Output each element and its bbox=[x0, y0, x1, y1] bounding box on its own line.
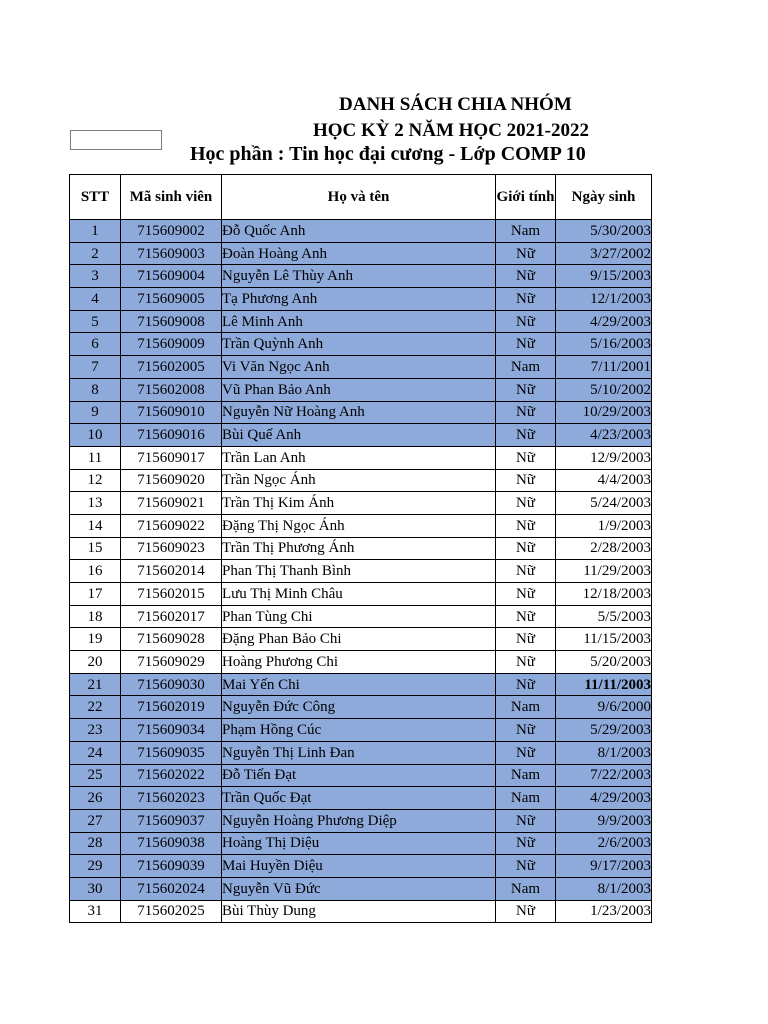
row-stt: 13 bbox=[70, 492, 121, 515]
row-birth-date: 5/10/2002 bbox=[556, 378, 652, 401]
row-student-id: 715602014 bbox=[121, 560, 222, 583]
table-row[interactable] bbox=[70, 719, 652, 742]
row-full-name: Nguyễn Vũ Đức bbox=[222, 877, 496, 900]
table-row[interactable] bbox=[70, 741, 652, 764]
row-stt: 1 bbox=[70, 220, 121, 243]
table-row[interactable] bbox=[70, 673, 652, 696]
table-row[interactable] bbox=[70, 242, 652, 265]
row-full-name: Đỗ Tiến Đạt bbox=[222, 764, 496, 787]
row-stt: 19 bbox=[70, 628, 121, 651]
row-birth-date: 2/28/2003 bbox=[556, 537, 652, 560]
table-row[interactable] bbox=[70, 583, 652, 606]
row-student-id: 715609035 bbox=[121, 741, 222, 764]
row-stt: 30 bbox=[70, 877, 121, 900]
row-stt: 4 bbox=[70, 288, 121, 311]
row-birth-date: 4/29/2003 bbox=[556, 787, 652, 810]
row-gender: Nam bbox=[496, 764, 556, 787]
row-student-id: 715609004 bbox=[121, 265, 222, 288]
row-gender: Nữ bbox=[496, 537, 556, 560]
row-gender: Nữ bbox=[496, 651, 556, 674]
row-gender: Nữ bbox=[496, 401, 556, 424]
row-full-name: Hoàng Phương Chi bbox=[222, 651, 496, 674]
row-student-id: 715609017 bbox=[121, 446, 222, 469]
student-roster-table bbox=[69, 174, 652, 923]
row-stt: 23 bbox=[70, 719, 121, 742]
row-stt: 20 bbox=[70, 651, 121, 674]
row-student-id: 715602015 bbox=[121, 583, 222, 606]
table-row[interactable] bbox=[70, 560, 652, 583]
row-full-name: Trần Ngọc Ánh bbox=[222, 469, 496, 492]
row-full-name: Mai Yến Chi bbox=[222, 673, 496, 696]
table-row[interactable] bbox=[70, 787, 652, 810]
row-gender: Nữ bbox=[496, 242, 556, 265]
table-row[interactable] bbox=[70, 288, 652, 311]
row-gender: Nam bbox=[496, 877, 556, 900]
row-birth-date: 4/23/2003 bbox=[556, 424, 652, 447]
row-stt: 22 bbox=[70, 696, 121, 719]
header-gender: Giới tính bbox=[496, 175, 556, 220]
row-gender: Nữ bbox=[496, 832, 556, 855]
row-birth-date: 5/24/2003 bbox=[556, 492, 652, 515]
row-birth-date: 5/29/2003 bbox=[556, 719, 652, 742]
row-birth-date: 9/9/2003 bbox=[556, 809, 652, 832]
row-birth-date: 10/29/2003 bbox=[556, 401, 652, 424]
row-stt: 28 bbox=[70, 832, 121, 855]
row-student-id: 715602022 bbox=[121, 764, 222, 787]
row-student-id: 715609037 bbox=[121, 809, 222, 832]
row-stt: 14 bbox=[70, 514, 121, 537]
row-student-id: 715609034 bbox=[121, 719, 222, 742]
header-full-name: Họ và tên bbox=[222, 175, 496, 220]
row-student-id: 715609028 bbox=[121, 628, 222, 651]
row-gender: Nữ bbox=[496, 310, 556, 333]
row-student-id: 715609038 bbox=[121, 832, 222, 855]
row-student-id: 715609005 bbox=[121, 288, 222, 311]
row-full-name: Trần Quốc Đạt bbox=[222, 787, 496, 810]
table-row[interactable] bbox=[70, 356, 652, 379]
row-stt: 26 bbox=[70, 787, 121, 810]
row-birth-date: 1/23/2003 bbox=[556, 900, 652, 923]
row-birth-date: 7/11/2001 bbox=[556, 356, 652, 379]
row-gender: Nữ bbox=[496, 265, 556, 288]
row-stt: 9 bbox=[70, 401, 121, 424]
row-gender: Nam bbox=[496, 220, 556, 243]
row-stt: 12 bbox=[70, 469, 121, 492]
row-full-name: Đặng Phan Bảo Chi bbox=[222, 628, 496, 651]
row-full-name: Lưu Thị Minh Châu bbox=[222, 583, 496, 606]
row-gender: Nữ bbox=[496, 583, 556, 606]
row-stt: 24 bbox=[70, 741, 121, 764]
header-birth-date: Ngày sinh bbox=[556, 175, 652, 220]
row-student-id: 715609022 bbox=[121, 514, 222, 537]
row-student-id: 715602024 bbox=[121, 877, 222, 900]
row-full-name: Trần Thị Phương Ánh bbox=[222, 537, 496, 560]
row-student-id: 715609020 bbox=[121, 469, 222, 492]
row-birth-date: 7/22/2003 bbox=[556, 764, 652, 787]
row-student-id: 715609029 bbox=[121, 651, 222, 674]
table-row[interactable] bbox=[70, 832, 652, 855]
row-student-id: 715609002 bbox=[121, 220, 222, 243]
semester-title: HỌC KỲ 2 NĂM HỌC 2021-2022 bbox=[313, 120, 590, 141]
row-birth-date: 12/9/2003 bbox=[556, 446, 652, 469]
row-birth-date: 12/18/2003 bbox=[556, 583, 652, 606]
row-stt: 3 bbox=[70, 265, 121, 288]
row-student-id: 715602005 bbox=[121, 356, 222, 379]
row-student-id: 715602017 bbox=[121, 605, 222, 628]
row-student-id: 715609021 bbox=[121, 492, 222, 515]
row-full-name: Đặng Thị Ngọc Ánh bbox=[222, 514, 496, 537]
header-stt: STT bbox=[70, 175, 121, 220]
table-row[interactable] bbox=[70, 605, 652, 628]
row-birth-date: 9/17/2003 bbox=[556, 855, 652, 878]
table-row[interactable] bbox=[70, 446, 652, 469]
row-stt: 15 bbox=[70, 537, 121, 560]
table-row[interactable] bbox=[70, 310, 652, 333]
row-stt: 10 bbox=[70, 424, 121, 447]
row-full-name: Bùi Thùy Dung bbox=[222, 900, 496, 923]
row-birth-date: 5/16/2003 bbox=[556, 333, 652, 356]
table-row[interactable] bbox=[70, 900, 652, 923]
row-birth-date: 4/4/2003 bbox=[556, 469, 652, 492]
row-birth-date: 11/11/2003 bbox=[556, 673, 652, 696]
row-birth-date: 4/29/2003 bbox=[556, 310, 652, 333]
table-row[interactable] bbox=[70, 809, 652, 832]
row-gender: Nữ bbox=[496, 673, 556, 696]
table-row[interactable] bbox=[70, 514, 652, 537]
name-box[interactable] bbox=[70, 130, 162, 150]
row-stt: 2 bbox=[70, 242, 121, 265]
row-gender: Nữ bbox=[496, 855, 556, 878]
row-student-id: 715609023 bbox=[121, 537, 222, 560]
table-row[interactable] bbox=[70, 469, 652, 492]
row-student-id: 715602008 bbox=[121, 378, 222, 401]
row-full-name: Mai Huyền Diệu bbox=[222, 855, 496, 878]
row-full-name: Nguyễn Nữ Hoàng Anh bbox=[222, 401, 496, 424]
row-stt: 18 bbox=[70, 605, 121, 628]
row-stt: 21 bbox=[70, 673, 121, 696]
row-birth-date: 1/9/2003 bbox=[556, 514, 652, 537]
row-full-name: Vi Văn Ngọc Anh bbox=[222, 356, 496, 379]
row-birth-date: 9/15/2003 bbox=[556, 265, 652, 288]
header-student-id: Mã sinh viên bbox=[121, 175, 222, 220]
row-full-name: Phan Thị Thanh Bình bbox=[222, 560, 496, 583]
row-stt: 27 bbox=[70, 809, 121, 832]
row-student-id: 715609008 bbox=[121, 310, 222, 333]
row-stt: 11 bbox=[70, 446, 121, 469]
table-row[interactable] bbox=[70, 537, 652, 560]
row-stt: 25 bbox=[70, 764, 121, 787]
table-row[interactable] bbox=[70, 696, 652, 719]
table-body bbox=[70, 220, 652, 923]
row-student-id: 715609030 bbox=[121, 673, 222, 696]
row-birth-date: 3/27/2002 bbox=[556, 242, 652, 265]
row-birth-date: 5/30/2003 bbox=[556, 220, 652, 243]
table-row[interactable] bbox=[70, 628, 652, 651]
row-full-name: Bùi Quế Anh bbox=[222, 424, 496, 447]
row-birth-date: 5/20/2003 bbox=[556, 651, 652, 674]
row-student-id: 715609016 bbox=[121, 424, 222, 447]
row-gender: Nữ bbox=[496, 628, 556, 651]
row-gender: Nữ bbox=[496, 809, 556, 832]
row-student-id: 715609009 bbox=[121, 333, 222, 356]
row-full-name: Lê Minh Anh bbox=[222, 310, 496, 333]
row-birth-date: 9/6/2000 bbox=[556, 696, 652, 719]
row-gender: Nữ bbox=[496, 900, 556, 923]
row-stt: 17 bbox=[70, 583, 121, 606]
row-gender: Nữ bbox=[496, 333, 556, 356]
row-gender: Nam bbox=[496, 696, 556, 719]
table-row[interactable] bbox=[70, 333, 652, 356]
row-full-name: Trần Quỳnh Anh bbox=[222, 333, 496, 356]
row-stt: 8 bbox=[70, 378, 121, 401]
row-full-name: Nguyễn Thị Linh Đan bbox=[222, 741, 496, 764]
row-birth-date: 11/29/2003 bbox=[556, 560, 652, 583]
row-gender: Nữ bbox=[496, 605, 556, 628]
table-row[interactable] bbox=[70, 265, 652, 288]
row-student-id: 715609039 bbox=[121, 855, 222, 878]
row-full-name: Hoàng Thị Diệu bbox=[222, 832, 496, 855]
row-birth-date: 5/5/2003 bbox=[556, 605, 652, 628]
table-row[interactable] bbox=[70, 492, 652, 515]
row-stt: 29 bbox=[70, 855, 121, 878]
course-title: Học phần : Tin học đại cương - Lớp COMP 10 bbox=[190, 143, 586, 165]
row-full-name: Đỗ Quốc Anh bbox=[222, 220, 496, 243]
table-header-row bbox=[70, 175, 652, 220]
row-student-id: 715602019 bbox=[121, 696, 222, 719]
row-stt: 5 bbox=[70, 310, 121, 333]
row-full-name: Đoàn Hoàng Anh bbox=[222, 242, 496, 265]
row-student-id: 715609010 bbox=[121, 401, 222, 424]
row-gender: Nam bbox=[496, 356, 556, 379]
row-birth-date: 11/15/2003 bbox=[556, 628, 652, 651]
document-title: DANH SÁCH CHIA NHÓM bbox=[339, 94, 572, 115]
row-student-id: 715602025 bbox=[121, 900, 222, 923]
row-birth-date: 8/1/2003 bbox=[556, 741, 652, 764]
row-full-name: Trần Thị Kim Ánh bbox=[222, 492, 496, 515]
table-row[interactable] bbox=[70, 855, 652, 878]
table-row[interactable] bbox=[70, 220, 652, 243]
row-full-name: Nguyễn Hoàng Phương Diệp bbox=[222, 809, 496, 832]
row-gender: Nữ bbox=[496, 514, 556, 537]
row-full-name: Nguyễn Đức Công bbox=[222, 696, 496, 719]
row-stt: 6 bbox=[70, 333, 121, 356]
row-full-name: Tạ Phương Anh bbox=[222, 288, 496, 311]
row-full-name: Nguyễn Lê Thùy Anh bbox=[222, 265, 496, 288]
row-birth-date: 12/1/2003 bbox=[556, 288, 652, 311]
row-stt: 16 bbox=[70, 560, 121, 583]
row-gender: Nam bbox=[496, 787, 556, 810]
row-full-name: Vũ Phan Bảo Anh bbox=[222, 378, 496, 401]
row-full-name: Trần Lan Anh bbox=[222, 446, 496, 469]
row-gender: Nữ bbox=[496, 424, 556, 447]
row-gender: Nữ bbox=[496, 469, 556, 492]
table-row[interactable] bbox=[70, 401, 652, 424]
row-birth-date: 8/1/2003 bbox=[556, 877, 652, 900]
row-gender: Nữ bbox=[496, 446, 556, 469]
row-gender: Nữ bbox=[496, 560, 556, 583]
row-gender: Nữ bbox=[496, 492, 556, 515]
row-student-id: 715609003 bbox=[121, 242, 222, 265]
row-gender: Nữ bbox=[496, 288, 556, 311]
row-birth-date: 2/6/2003 bbox=[556, 832, 652, 855]
row-stt: 31 bbox=[70, 900, 121, 923]
table-row[interactable] bbox=[70, 877, 652, 900]
table-row[interactable] bbox=[70, 378, 652, 401]
table-row[interactable] bbox=[70, 424, 652, 447]
row-gender: Nữ bbox=[496, 741, 556, 764]
table-row[interactable] bbox=[70, 764, 652, 787]
table-row[interactable] bbox=[70, 651, 652, 674]
row-full-name: Phan Tùng Chi bbox=[222, 605, 496, 628]
row-student-id: 715602023 bbox=[121, 787, 222, 810]
row-gender: Nữ bbox=[496, 719, 556, 742]
row-stt: 7 bbox=[70, 356, 121, 379]
row-full-name: Phạm Hồng Cúc bbox=[222, 719, 496, 742]
row-gender: Nữ bbox=[496, 378, 556, 401]
